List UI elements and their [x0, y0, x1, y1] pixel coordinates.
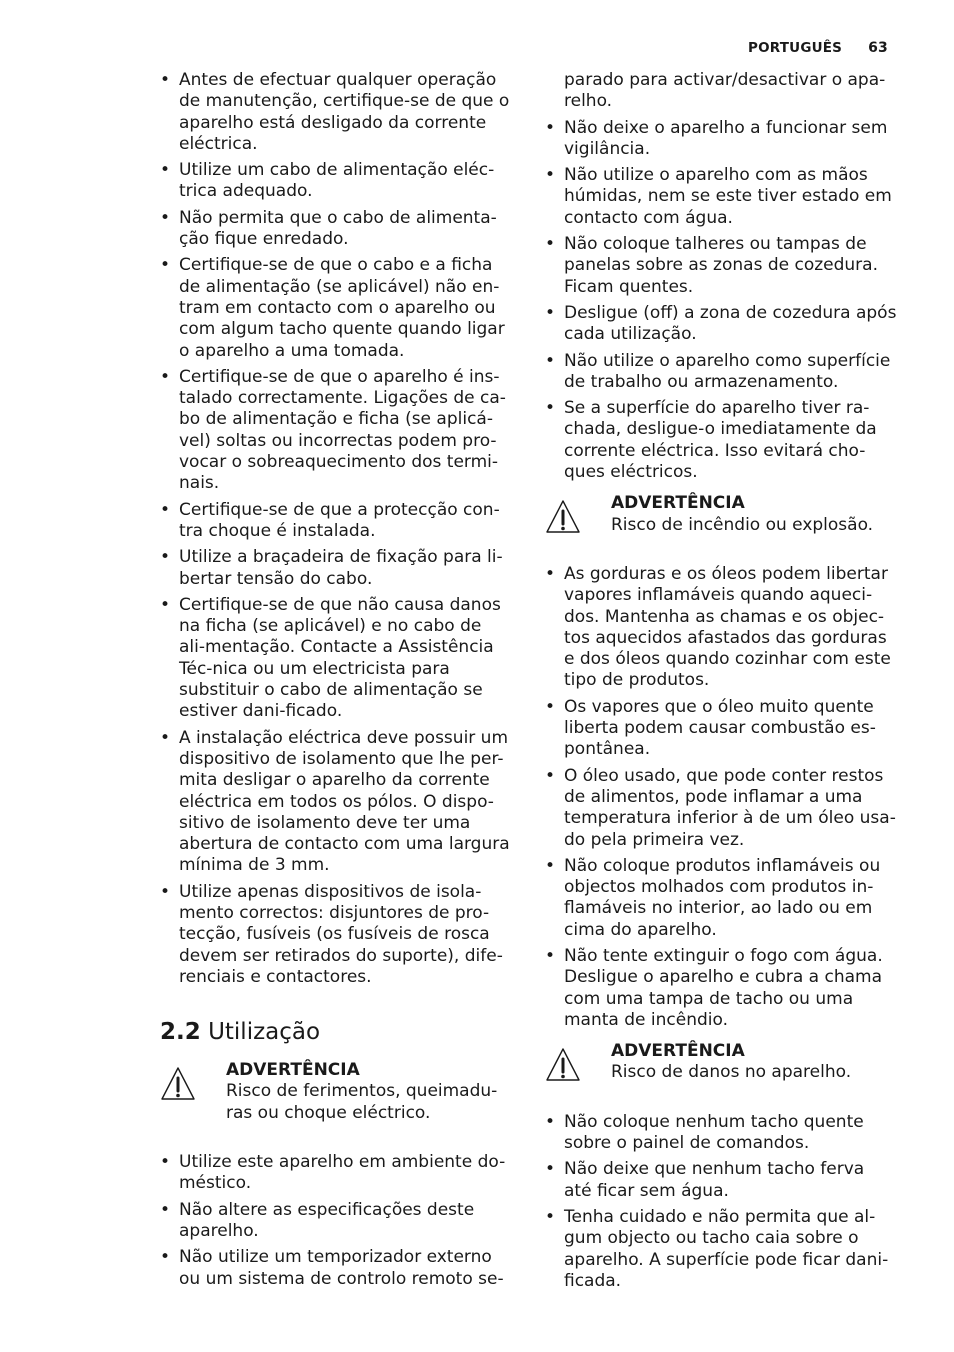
continued-text: parado para activar/desactivar o apa-relho. — [564, 70, 886, 112]
list-item: • Tenha cuidado e não permita que al-gum objecto ou tacho caia sobre o aparelho. A superfície pode ficar dani-ficada. — [545, 1207, 897, 1292]
list-item: • As gorduras e os óleos podem libertar vapores inflamáveis quando aqueci-dos. Mantenha as chamas e os objec-tos aquecidos afastados das gorduras e dos óleos quando cozinhar com este tipo de produtos. — [545, 564, 897, 692]
warning-triangle-icon — [545, 1047, 581, 1083]
warning-title: ADVERTÊNCIA — [611, 493, 745, 514]
list-item: • A instalação eléctrica deve possuir um dispositivo de isolamento que lhe per-mita desligar o aparelho da corrente eléctrica em todos os pólos. O dispo-sitivo de isolamento deve ter uma abertura de contacto com uma largura mínima de 3 mm. — [160, 728, 512, 877]
warning-title: ADVERTÊNCIA — [611, 1041, 745, 1062]
bullet-list — [545, 564, 897, 1031]
list-item: • Utilize este aparelho em ambiente do-méstico. — [160, 1152, 512, 1195]
right-column — [545, 70, 897, 1297]
warning-text: Risco de incêndio ou explosão. — [611, 514, 874, 535]
list-item: • Não deixe que nenhum tacho ferva até ficar sem água. — [545, 1159, 897, 1202]
bullet-list — [160, 1152, 512, 1290]
list-item: • Não coloque nenhum tacho quente sobre o painel de comandos. — [545, 1112, 897, 1155]
section-title: Utilização — [208, 1019, 321, 1046]
list-item: • Utilize a braçadeira de fixação para li-bertar tensão do cabo. — [160, 547, 512, 590]
warning-triangle-icon — [160, 1066, 196, 1102]
list-item: • Não permita que o cabo de alimenta-ção fique enredado. — [160, 208, 512, 251]
bullet-list — [545, 1112, 897, 1292]
list-item: • Utilize apenas dispositivos de isola-mento correctos: disjuntores de pro-tecção, fusíveis (os fusíveis de rosca devem ser retirados do suporte), dife-renciais e contactores. — [160, 882, 512, 988]
list-item: • Não coloque talheres ou tampas de panelas sobre as zonas de cozedura. Ficam quentes. — [545, 234, 897, 298]
list-item: • Desligue (off) a zona de cozedura após cada utilização. — [545, 303, 897, 346]
warning-text: Risco de ferimentos, queimadu-ras ou choque eléctrico. — [226, 1081, 498, 1123]
bullet-list — [545, 118, 897, 484]
list-item: • Certifique-se de que não causa danos na ficha (se aplicável) e no cabo de ali-mentação. Contacte a Assistência Téc-nica ou um electricista para substituir o cabo de alimentação se estiver dani-ficado. — [160, 595, 512, 723]
list-item: • Certifique-se de que a protecção con-tra choque é instalada. — [160, 500, 512, 543]
header-language: PORTUGUÊS — [747, 40, 843, 56]
warning-box — [160, 1060, 512, 1124]
list-item: • Não utilize o aparelho com as mãos húmidas, nem se este tiver estado em contacto com água. — [545, 165, 897, 229]
list-item: • Os vapores que o óleo muito quente liberta podem causar combustão es-pontânea. — [545, 697, 897, 761]
list-item: • Não utilize o aparelho como superfície de trabalho ou armazenamento. — [545, 351, 897, 394]
bullet-list — [160, 70, 512, 988]
list-item: • O óleo usado, que pode conter restos de alimentos, pode inflamar a uma temperatura inferior à de um óleo usa-do pela primeira vez. — [545, 766, 897, 851]
list-item: • Não tente extinguir o fogo com água. Desligue o aparelho e cubra a chama com uma tampa de tacho ou uma manta de incêndio. — [545, 946, 897, 1031]
list-item: • Utilize um cabo de alimentação eléc-trica adequado. — [160, 160, 512, 203]
warning-triangle-icon — [545, 499, 581, 535]
warning-box — [545, 493, 897, 536]
section-heading — [160, 1018, 512, 1046]
warning-title: ADVERTÊNCIA — [226, 1060, 360, 1081]
list-item: • Certifique-se de que o cabo e a ficha de alimentação (se aplicável) não en-tram em contacto com o aparelho ou com algum tacho quente quando ligar o aparelho a uma tomada. — [160, 255, 512, 361]
list-item: • Antes de efectuar qualquer operação de manutenção, certifique-se de que o aparelho está desligado da corrente eléctrica. — [160, 70, 512, 155]
list-item: • Se a superfície do aparelho tiver ra-chada, desligue-o imediatamente da corrente eléctrica. Isso evitará cho-ques eléctricos. — [545, 398, 897, 483]
section-number: 2.2 — [160, 1019, 201, 1046]
page-header — [748, 38, 888, 58]
list-item: • Não altere as especificações deste aparelho. — [160, 1200, 512, 1243]
warning-text: Risco de danos no aparelho. — [611, 1062, 852, 1083]
list-item: • Não deixe o aparelho a funcionar sem vigilância. — [545, 118, 897, 161]
page-number: 63 — [868, 40, 888, 56]
list-item: • Certifique-se de que o aparelho é ins-talado correctamente. Ligações de ca-bo de alimentação e ficha (se aplicá-vel) soltas ou incorrectas podem pro-vocar o sobreaquecimento dos termi-nais. — [160, 367, 512, 495]
list-item: • Não coloque produtos inflamáveis ou objectos molhados com produtos in-flamáveis no interior, ao lado ou em cima do aparelho. — [545, 856, 897, 941]
left-column — [160, 70, 512, 1295]
warning-box — [545, 1041, 897, 1084]
list-item: • Não utilize um temporizador externo ou um sistema de controlo remoto se- — [160, 1247, 512, 1290]
